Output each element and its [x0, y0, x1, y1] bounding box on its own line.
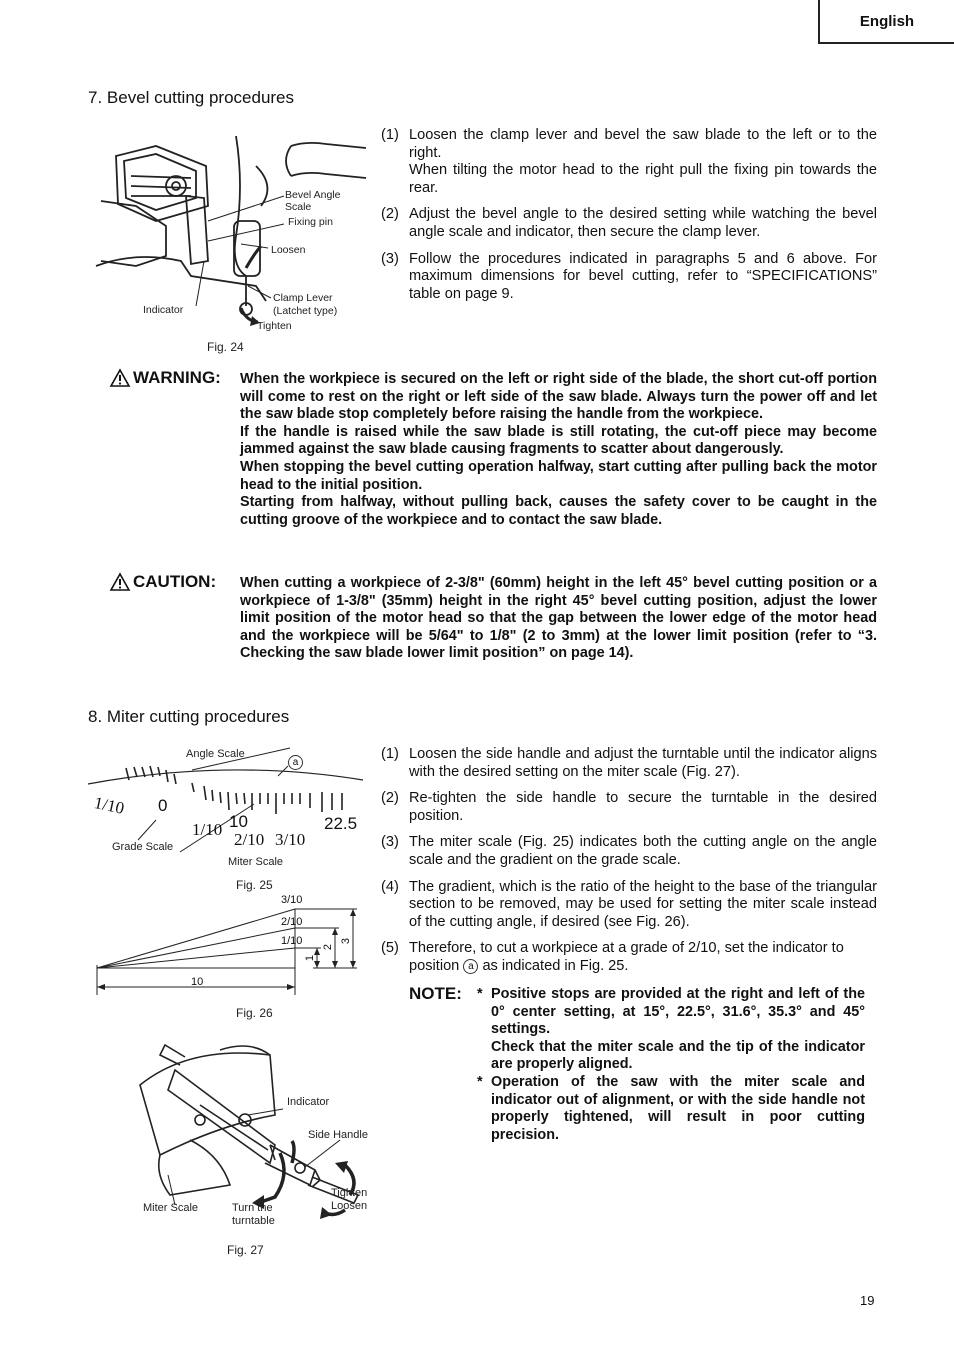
fig26-label-2-10: 2/10 [281, 916, 303, 928]
section8-steps [381, 746, 877, 985]
note-bullet: * [477, 986, 483, 1002]
fig24-label-scale: Scale [285, 201, 312, 213]
caution-body [240, 575, 877, 663]
fig27-label-tighten: Tighten [331, 1187, 368, 1199]
section7-title: 7. Bevel cutting procedures [88, 88, 295, 107]
step-text: Adjust the bevel angle to the desired setting while watching the bevel angle scale and indicator, then secure the clamp lever. [409, 206, 877, 240]
section8-step-4 [381, 879, 877, 932]
step-text: as indicated in Fig. 25. [482, 957, 629, 974]
warning-paragraph: Starting from halfway, without pulling back, causes the safety cover to be caught in the cutting groove of the workpiece and to contact the saw blade. [240, 494, 877, 528]
warning-heading [110, 368, 221, 388]
step-number: (2) [381, 790, 399, 807]
step-text: Loosen the clamp lever and bevel the saw blade to the left or to the right. [409, 127, 877, 161]
fig25-label-angle-scale: Angle Scale [186, 748, 245, 760]
fig25-marker-a: a [288, 755, 303, 770]
warning-paragraph: When stopping the bevel cutting operation halfway, start cutting after pulling back the motor head to the initial position. [240, 458, 877, 493]
fig25-scale-1-10-left: 1/10 [92, 793, 126, 818]
fig26-label-3-10: 3/10 [281, 894, 303, 906]
note-label: NOTE: [409, 984, 462, 1003]
fig27-label-miter-scale: Miter Scale [143, 1202, 199, 1214]
fig26-label-2: 2 [322, 943, 335, 951]
fig24-label-indicator: Indicator [143, 304, 184, 316]
note-list [477, 986, 865, 1144]
fig24-caption: Fig. 24 [207, 340, 244, 354]
section8-step-2 [381, 790, 877, 825]
fig27-label-loosen: Loosen [331, 1200, 368, 1212]
fig25-scale-3-10: 3/10 [275, 830, 306, 849]
note-bullet: * [477, 1073, 483, 1090]
step-number: (1) [381, 746, 399, 762]
fig26-label-1-10: 1/10 [281, 935, 303, 947]
fig27-label-side-handle: Side Handle [308, 1129, 368, 1141]
fig25-scale-0: 0 [158, 796, 168, 815]
warning-triangle-icon [110, 369, 130, 387]
language-tab: English [818, 0, 954, 44]
fig26-label-10: 10 [191, 976, 204, 988]
step-text: Loosen the side handle and adjust the turntable until the indicator aligns with the desired setting on the miter scale (Fig. 27). [409, 746, 877, 780]
section7-step-2 [381, 206, 877, 241]
caution-heading [110, 572, 216, 592]
step-number: (5) [381, 940, 399, 957]
fig27-label-turn-the: Turn the [232, 1202, 273, 1214]
step-text: The miter scale (Fig. 25) indicates both the cutting angle on the angle scale and the gradient on the grade scale. [409, 834, 877, 868]
note-text: Operation of the saw with the miter scale and indicator out of alignment, or with the side handle not properly tightened, will result in poor cutting precision. [491, 1073, 865, 1143]
note-item [477, 986, 865, 1074]
fig25-scale-1-10: 1/10 [192, 820, 223, 839]
step-number: (3) [381, 250, 399, 267]
fig25-label-grade-scale: Grade Scale [112, 841, 174, 853]
fig24-label-clamp-lever: Clamp Lever [273, 292, 333, 304]
step-text: Follow the procedures indicated in paragraphs 5 and 6 above. For maximum dimensions for bevel cutting, refer to “SPECIFICATIONS” table on page 9. [409, 250, 877, 302]
fig24-label-fixing-pin: Fixing pin [288, 216, 333, 228]
step-text: The gradient, which is the ratio of the height to the base of the triangular section to be removed, may be used for setting the miter scale instead of the cutting angle, if desired (see Fig. 26). [409, 878, 877, 930]
fig27-label-turntable: turntable [232, 1215, 275, 1227]
fig24-label-latchet-type: (Latchet type) [273, 305, 338, 317]
section7-steps [381, 127, 877, 312]
fig26-illustration [95, 895, 365, 1000]
fig24-label-loosen: Loosen [271, 244, 306, 256]
fig25-label-miter-scale: Miter Scale [228, 856, 284, 868]
page-number: 19 [860, 1293, 875, 1308]
step-number: (4) [381, 878, 399, 895]
step-number: (1) [381, 127, 399, 143]
section8-step-3 [381, 834, 877, 869]
section8-title: 8. Miter cutting procedures [88, 707, 290, 726]
fig24-label-bevel-angle: Bevel Angle [285, 189, 341, 201]
fig25-scale-2-10: 2/10 [234, 830, 265, 849]
note-text: Positive stops are provided at the right and left of the 0° center setting, at 15°, 22.5°, 31.6°, 35.3° and 45° settings. [491, 986, 865, 1038]
step-number: (2) [381, 206, 399, 223]
fig25-scale-22-5: 22.5 [324, 814, 358, 833]
section8-step-5 [381, 940, 877, 975]
step-number: (3) [381, 834, 399, 851]
fig24-label-tighten: Tighten [257, 320, 292, 332]
fig26-caption: Fig. 26 [236, 1006, 273, 1020]
section7-step-3 [381, 251, 877, 304]
step-text: Therefore, to cut a workpiece at a grade of 2/10, set the indicator to position [409, 940, 844, 974]
caution-paragraph: When cutting a workpiece of 2-3/8" (60mm) height in the left 45° bevel cutting position or a workpiece of 1-3/8" (35mm) height in the right 45° bevel cutting position, adjust the lower limit position of the motor head so that the gap between the lower edge of the motor head and the workpiece will be 5/64" to 1/8" (2 to 3mm) at the lower limit position (refer to “3. Checking the saw blade lower limit position” on page 14). [240, 575, 877, 662]
fig27-caption: Fig. 27 [227, 1243, 264, 1257]
warning-label: WARNING: [133, 368, 221, 387]
fig26-label-3: 3 [340, 937, 353, 945]
fig26-label-1: 1 [304, 954, 317, 962]
section7-step-1 [381, 127, 877, 197]
caution-label: CAUTION: [133, 572, 217, 591]
warning-paragraph: If the handle is raised while the saw blade is still rotating, the cut-off piece may become jammed against the saw blade causing fragments to scatter about dangerously. [240, 423, 877, 458]
fig27-label-indicator: Indicator [287, 1096, 330, 1108]
fig25-caption: Fig. 25 [236, 878, 273, 892]
section8-step-1 [381, 746, 877, 781]
note-text: Check that the miter scale and the tip of the indicator are properly aligned. [491, 1038, 865, 1073]
step-text: Re-tighten the side handle to secure the turntable in the desired position. [409, 790, 877, 824]
warning-paragraph: When the workpiece is secured on the left or right side of the blade, the short cut-off portion will come to rest on the right or left side of the saw blade. Always turn the power off and let the saw blade stop completely before raising the handle from the workpiece. [240, 371, 877, 423]
caution-triangle-icon [110, 573, 130, 591]
note-item [477, 1074, 865, 1144]
circled-a-marker: a [463, 959, 478, 974]
fig25-scale-10: 10 [229, 812, 248, 831]
step-text: When tilting the motor head to the right pull the fixing pin towards the rear. [409, 162, 877, 196]
warning-body [240, 371, 877, 529]
